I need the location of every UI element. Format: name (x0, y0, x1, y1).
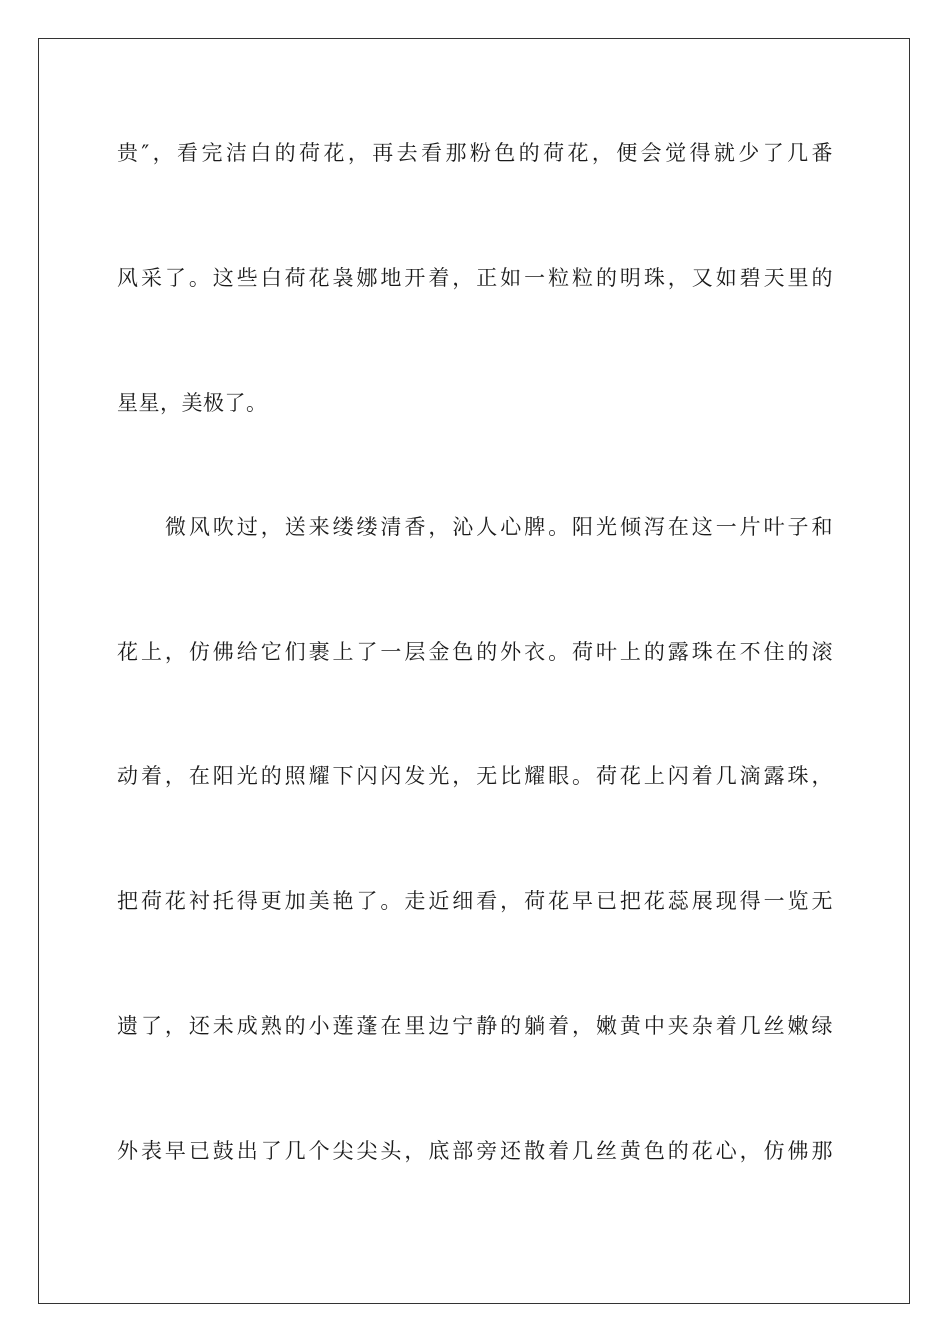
paragraph-line: 贵″，看完洁白的荷花，再去看那粉色的荷花，便会觉得就少了几番 (117, 141, 833, 165)
paragraph-line: 花上，仿佛给它们裹上了一层金色的外衣。荷叶上的露珠在不住的滚 (117, 640, 833, 664)
paragraph-line: 动着，在阳光的照耀下闪闪发光，无比耀眼。荷花上闪着几滴露珠， (117, 764, 833, 788)
page-border (38, 38, 910, 1304)
paragraph-line: 微风吹过，送来缕缕清香，沁人心脾。阳光倾泻在这一片叶子和 (165, 515, 833, 539)
paragraph-line: 遗了，还未成熟的小莲蓬在里边宁静的躺着，嫩黄中夹杂着几丝嫩绿 (117, 1014, 833, 1038)
paragraph-line: 把荷花衬托得更加美艳了。走近细看，荷花早已把花蕊展现得一览无 (117, 889, 833, 913)
paragraph-line: 外表早已鼓出了几个尖尖头，底部旁还散着几丝黄色的花心，仿佛那 (117, 1139, 833, 1163)
paragraph-line: 风采了。这些白荷花袅娜地开着，正如一粒粒的明珠，又如碧天里的 (117, 266, 833, 290)
paragraph-line: 星星，美极了。 (117, 391, 268, 415)
